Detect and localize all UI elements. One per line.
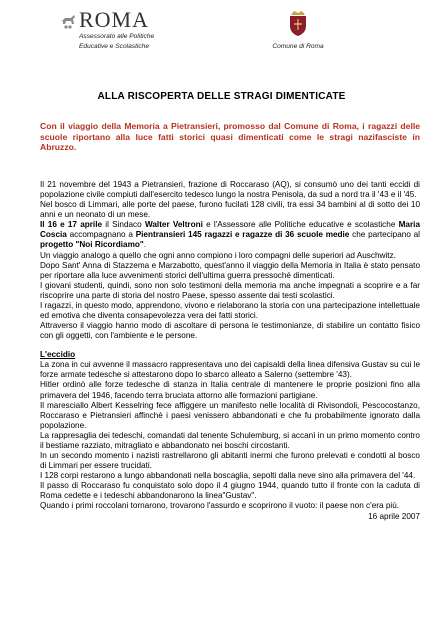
- paragraph-8: Attraverso il viaggio hanno modo di ascoltare di persona le testimonianze, di stabilire un contatto fisico con gli oggetti, con l'ambiente e le persone.: [40, 321, 420, 341]
- assessorato-line-2: Educative e Scolastiche: [79, 43, 150, 50]
- section-paragraph-8: Quando i primi roccolani tornarono, trovarono l'assurdo e scoprirono il vuoto: il paese non c'era più.: [40, 501, 400, 511]
- paragraph-4: Un viaggio analogo a quello che ogni anno compiono i loro compagni delle superiori ad Auschwitz.: [40, 250, 396, 260]
- section-paragraph-3: Il maresciallo Albert Kesselring fece affiggere un manifesto nelle località di Rivisondoli, Pescocostanzo, Roccaraso e Pietransieri affinchè i paesi venissero abbandonati e che fu probabilmente ignorato dalla popolazione.: [40, 400, 420, 430]
- students-count: Pientransieri 145 ragazzi e ragazze di 36 scuole medie: [135, 230, 350, 240]
- mayor-name: Walter Veltroni: [144, 220, 203, 230]
- paragraph-7: I ragazzi, in questo modo, apprendono, vivono e rielaborano la storia con una partecipazione intellettuale ed emotiva che diventa consapevolezza vera dei fatti storici.: [40, 300, 420, 321]
- wolf-logo-icon: [59, 10, 77, 30]
- section-paragraph-4: La rappresaglia dei tedeschi, comandati dal tenente Schulemburg, si accanì in un primo momento contro il bestiame razziato, mitragliato e abbandonato nei boschi circostanti.: [40, 430, 420, 450]
- section-paragraph-2: Hitler ordinò alle forze tedesche di stanza in Italia centrale di mantenere le proprie posizioni fino alla primavera del 1946, facendo terra bruciata attorno alle formazioni partigiane.: [40, 380, 420, 400]
- paragraph-3: [40, 220, 420, 250]
- assessor-name: Maria Coscia: [40, 220, 420, 240]
- article-body: [40, 180, 420, 522]
- comune-logo: [263, 9, 333, 51]
- p3-text-4: accompagnano a: [66, 230, 136, 240]
- section-gap: [40, 341, 420, 350]
- paragraph-6: I giovani studenti, quindi, sono non solo testimoni della memoria ma anche impegnati a scoprire e a far riscoprire una parte di storia del nostro Paese, spesso assente dai testi scolastici.: [40, 280, 420, 300]
- page-title: ALLA RISCOPERTA DELLE STRAGI DIMENTICATE: [97, 91, 346, 102]
- roma-logo-text: ROMA: [79, 7, 150, 32]
- rome-crest-icon: [287, 9, 309, 37]
- comune-label: Comune di Roma: [272, 43, 324, 50]
- p3-text-6: .: [143, 240, 147, 250]
- p3-text-3: e l'Assessore alle Politiche educative e scolastiche: [202, 220, 399, 230]
- section-heading: L'eccidio: [40, 350, 76, 360]
- project-name: progetto "Noi Ricordiamo": [40, 240, 144, 250]
- section-paragraph-5: In un secondo momento i nazisti rastrellarono gli abitanti inermi che furono prelevati e condotti al bosco di Limmari per essere trucidati.: [40, 451, 420, 471]
- document-date: 16 aprile 2007: [368, 511, 420, 521]
- assessorato-line-1: Assessorato alle Politiche: [79, 33, 155, 40]
- section-paragraph-7: Il passo di Roccaraso fu conquistato solo dopo il 4 giugno 1944, quando tutto il fronte con la caduta di Roma cedette e i tedeschi abbandonarono la linea"Gustav".: [40, 481, 420, 501]
- lead-paragraph: Con il viaggio della Memoria a Pietransieri, promosso dal Comune di Roma, i ragazzi delle scuole riportano alla luce fatti storici quasi dimenticati come le stragi nazifasciste in Abruzzo.: [40, 121, 420, 153]
- paragraph-2: Nel bosco di Limmari, alle porte del paese, furono fucilati 128 civili, tra essi 34 bambini al di sotto dei 10 anni e un neonato di un mese.: [40, 200, 420, 220]
- p3-text-5: che partecipano al: [349, 230, 420, 240]
- section-paragraph-1: La zona in cui avvenne il massacro rappresentava uno dei capisaldi della linea difensiva Gustav su cui le forze armate tedesche si attestarono dopo lo sbarco alleato a Salerno (settembre '43).: [40, 360, 420, 380]
- p3-text-2: il Sindaco: [102, 220, 145, 230]
- date-bold: Il 16 e 17 aprile: [40, 220, 103, 230]
- section-paragraph-6: I 128 corpi restarono a lungo abbandonati nella boscaglia, sepolti dalla neve sino alla primavera del '44.: [40, 471, 416, 481]
- paragraph-1: Il 21 novembre del 1943 a Pietransieri, frazione di Roccaraso (AQ), si consumò uno dei tanti eccidi di popolazione civile compiuti dall'esercito tedesco lungo la nostra Penisola, da sud a nord tra il '43 e il '45.: [40, 180, 420, 200]
- roma-logo: [79, 9, 154, 51]
- paragraph-5: Dopo Sant' Anna di Stazzema e Marzabotto, quest'anno il viaggio della Memoria in Italia è stato pensato per riportare alla luce avvenimenti storici dell'ultima guerra pressoché dimenticati.: [40, 260, 420, 280]
